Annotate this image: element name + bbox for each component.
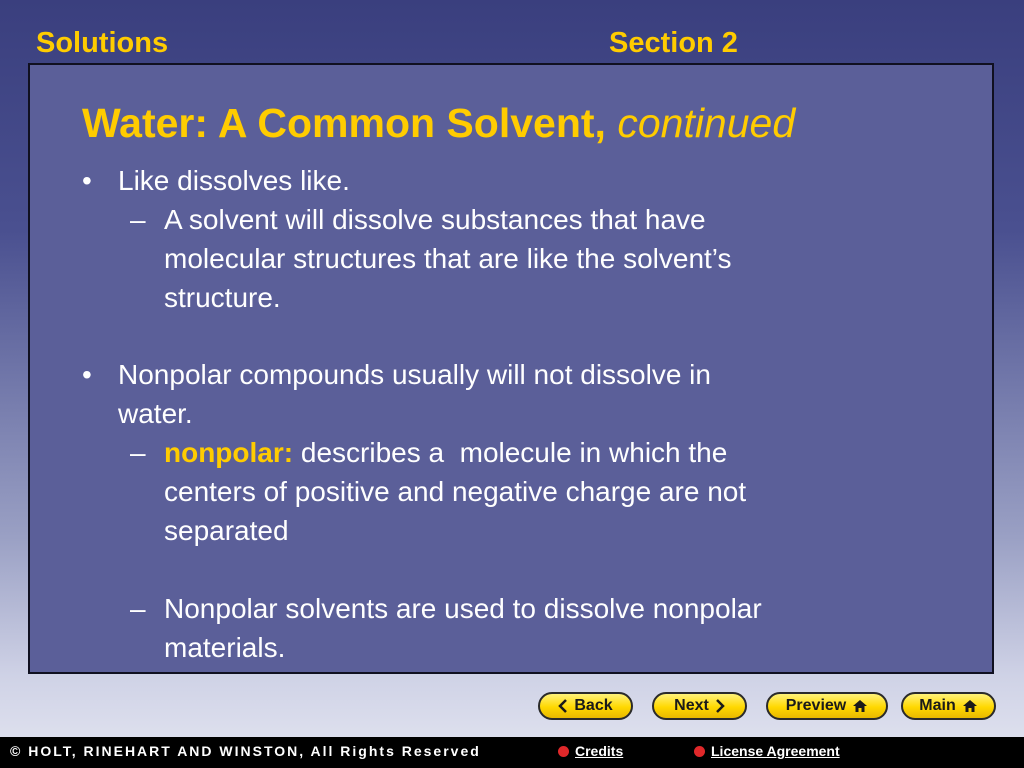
definition-term: nonpolar: (164, 437, 294, 468)
next-button-label: Next (674, 697, 709, 714)
definition-line (164, 434, 727, 472)
sub-bullet-line: A solvent will dissolve substances that have (164, 204, 706, 235)
header-section-label: Section 2 (609, 27, 738, 59)
bullet-marker: • (82, 165, 92, 196)
sub-bullet-marker: – (130, 593, 146, 624)
slide-title (82, 99, 795, 147)
preview-button-label: Preview (785, 697, 847, 714)
bullet-dot-icon (558, 746, 569, 757)
bullet-dot-icon (694, 746, 705, 757)
license-agreement-link[interactable] (694, 743, 840, 759)
credits-link[interactable] (558, 743, 623, 759)
sub-bullet-line: molecular structures that are like the solvent’s (164, 243, 732, 274)
sub-bullet-line: materials. (164, 632, 286, 663)
home-icon (852, 699, 868, 713)
preview-button[interactable] (766, 692, 888, 720)
sub-bullet-line: centers of positive and negative charge are not (164, 476, 747, 507)
credits-link-label: Credits (575, 743, 624, 759)
bullet-marker: • (82, 359, 92, 390)
chevron-left-icon (558, 699, 568, 713)
slide-title-main: Water: A Common Solvent, (82, 100, 606, 146)
back-button[interactable] (538, 692, 633, 720)
back-button-label: Back (574, 697, 613, 714)
main-button-label: Main (919, 697, 956, 714)
chevron-right-icon (715, 699, 725, 713)
sub-bullet-line: structure. (164, 282, 281, 313)
home-icon (962, 699, 978, 713)
copyright-text: © HOLT, RINEHART AND WINSTON, All Rights Reserved (10, 743, 481, 759)
sub-bullet-line: separated (164, 515, 289, 546)
main-button[interactable] (901, 692, 996, 720)
header-course-title: Solutions (36, 27, 169, 59)
sub-bullet-marker: – (130, 437, 146, 468)
slide-title-continued: continued (617, 100, 796, 146)
next-button[interactable] (652, 692, 747, 720)
definition-text: describes a molecule in which the (293, 437, 728, 468)
bullet-text: Like dissolves like. (118, 165, 350, 196)
license-link-label: License Agreement (711, 743, 840, 759)
sub-bullet-line: Nonpolar solvents are used to dissolve nonpolar (164, 593, 762, 624)
bullet-text: water. (118, 398, 193, 429)
bullet-text: Nonpolar compounds usually will not dissolve in (118, 359, 711, 390)
sub-bullet-marker: – (130, 204, 146, 235)
footer-bar (0, 737, 1024, 768)
slide-panel (28, 63, 994, 674)
